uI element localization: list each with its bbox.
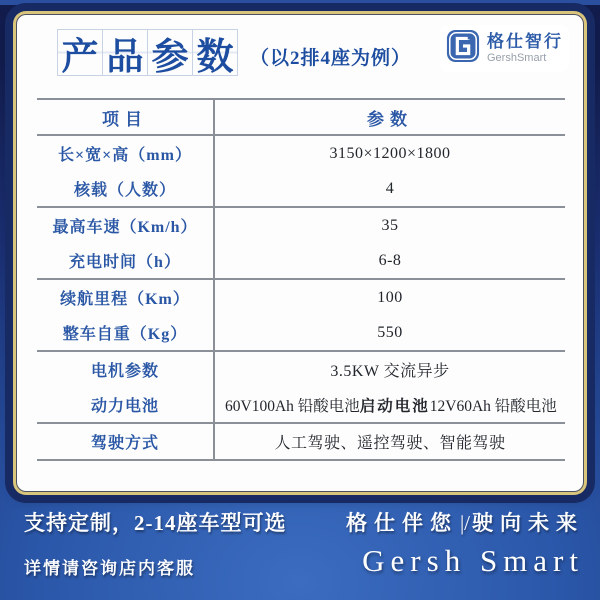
- footer-left: [24, 505, 287, 600]
- table-group: [37, 280, 565, 352]
- table-row: [37, 315, 565, 350]
- row-value: 6-8: [378, 251, 402, 269]
- row-label: 核载（人数）: [37, 171, 215, 206]
- table-row: [37, 352, 565, 387]
- title-char: 参: [147, 29, 193, 76]
- footer-slogan: [346, 507, 584, 537]
- footer-brand-en: Gersh Smart: [362, 543, 584, 578]
- slogan-divider: |/: [459, 511, 470, 535]
- brand-logo: [440, 25, 569, 72]
- footer-right: [346, 505, 584, 600]
- table-group: [37, 136, 565, 208]
- row-label: 最高车速（Km/h）: [37, 208, 215, 243]
- logo-name-cn: 格仕智行: [487, 32, 563, 52]
- row-value-part: 60V100Ah 铅酸电池: [225, 397, 360, 415]
- row-value-part: 启动电池: [359, 397, 430, 415]
- title-char: 产: [57, 29, 103, 76]
- table-row: [37, 136, 565, 171]
- table-group: [37, 424, 565, 459]
- table-group: [37, 208, 565, 280]
- logo-text-block: [487, 33, 563, 64]
- row-value: 3150×1200×1800: [329, 144, 451, 162]
- row-label: 驾驶方式: [37, 424, 215, 459]
- row-label: 充电时间（h）: [37, 243, 215, 278]
- table-row: [37, 387, 565, 422]
- row-label: 续航里程（Km）: [37, 280, 215, 315]
- gersh-smart-logo-icon: [446, 29, 480, 68]
- footer: [0, 497, 600, 600]
- page-subtitle: （以2排4座为例）: [250, 48, 412, 69]
- row-value-part: 12V60Ah 铅酸电池: [429, 397, 557, 415]
- footer-contact-text: 详情请咨询店内客服: [24, 559, 195, 578]
- row-value: 人工驾驶、遥控驾驶、智能驾驶: [274, 435, 506, 452]
- table-row: [37, 171, 565, 206]
- title-char: 品: [102, 29, 148, 76]
- slogan-left: 格仕伴您: [345, 511, 458, 535]
- row-value: [215, 387, 567, 422]
- page-title: [57, 29, 238, 76]
- table-group: [37, 352, 565, 424]
- spec-table: [37, 98, 565, 461]
- logo-name-en: GershSmart: [487, 51, 547, 64]
- table-row: [37, 424, 565, 459]
- row-label: 长×宽×高（mm）: [37, 136, 215, 171]
- row-label: 项目: [37, 100, 215, 134]
- row-value: 550: [377, 323, 403, 341]
- row-value: 35: [381, 216, 399, 234]
- row-label: 电机参数: [37, 352, 215, 387]
- row-value: 3.5KW 交流异步: [330, 363, 450, 380]
- product-spec-card: [17, 15, 583, 491]
- table-row: [37, 208, 565, 243]
- table-header-group: [37, 100, 565, 136]
- footer-customize-text: 支持定制，2-14座车型可选: [24, 511, 287, 535]
- slogan-right: 驶向未来: [472, 511, 584, 535]
- table-row: [37, 243, 565, 278]
- col-header-value: 参数: [367, 109, 413, 129]
- row-value: 4: [385, 179, 395, 197]
- row-label: 动力电池: [37, 387, 215, 422]
- table-header-row: [37, 100, 565, 134]
- title-char: 数: [192, 29, 238, 76]
- table-row: [37, 280, 565, 315]
- row-label: 整车自重（Kg）: [37, 315, 215, 350]
- row-value: 100: [377, 288, 403, 306]
